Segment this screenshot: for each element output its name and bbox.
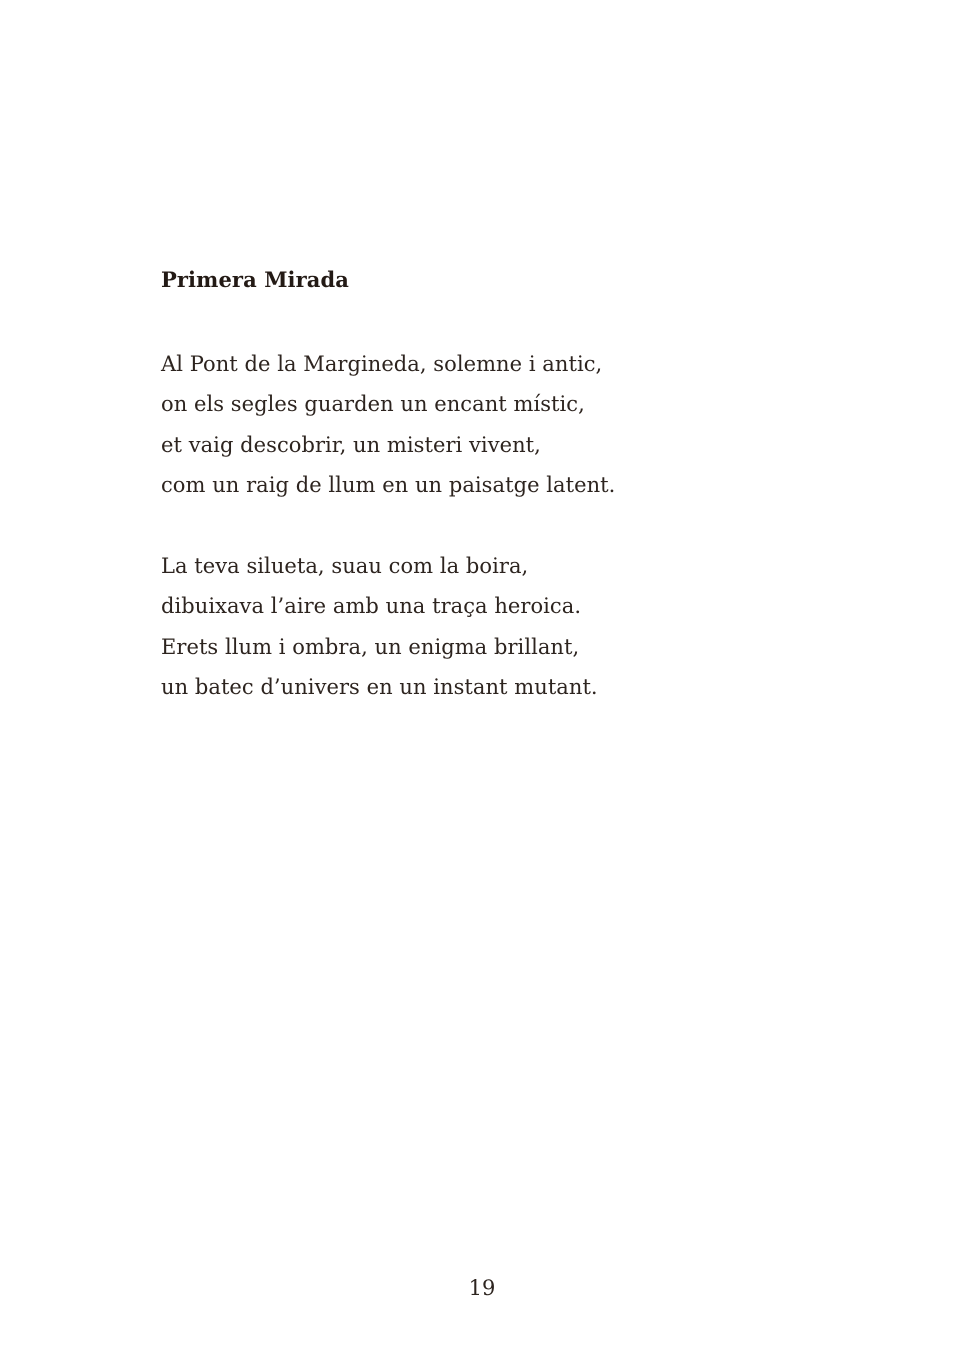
- page-number: 19: [468, 1276, 496, 1300]
- poem-title: Primera Mirada: [161, 267, 349, 292]
- verse-line: et vaig descobrir, un misteri vivent,: [161, 432, 541, 457]
- verse-line: La teva silueta, suau com la boira,: [161, 554, 529, 578]
- verse-line: Erets llum i ombra, un enigma brillant,: [161, 634, 580, 659]
- verse-line: dibuixava l’aire amb una traça heroica.: [161, 594, 582, 619]
- stanza-1: [161, 344, 615, 506]
- verse-line: com un raig de llum en un paisatge latent.: [161, 473, 616, 498]
- verse-line: Al Pont de la Margineda, solemne i antic,: [161, 352, 603, 376]
- verse-line: on els segles guarden un encant místic,: [161, 392, 585, 417]
- stanza-2: [161, 546, 598, 708]
- verse-line: un batec d’univers en un instant mutant.: [161, 675, 598, 700]
